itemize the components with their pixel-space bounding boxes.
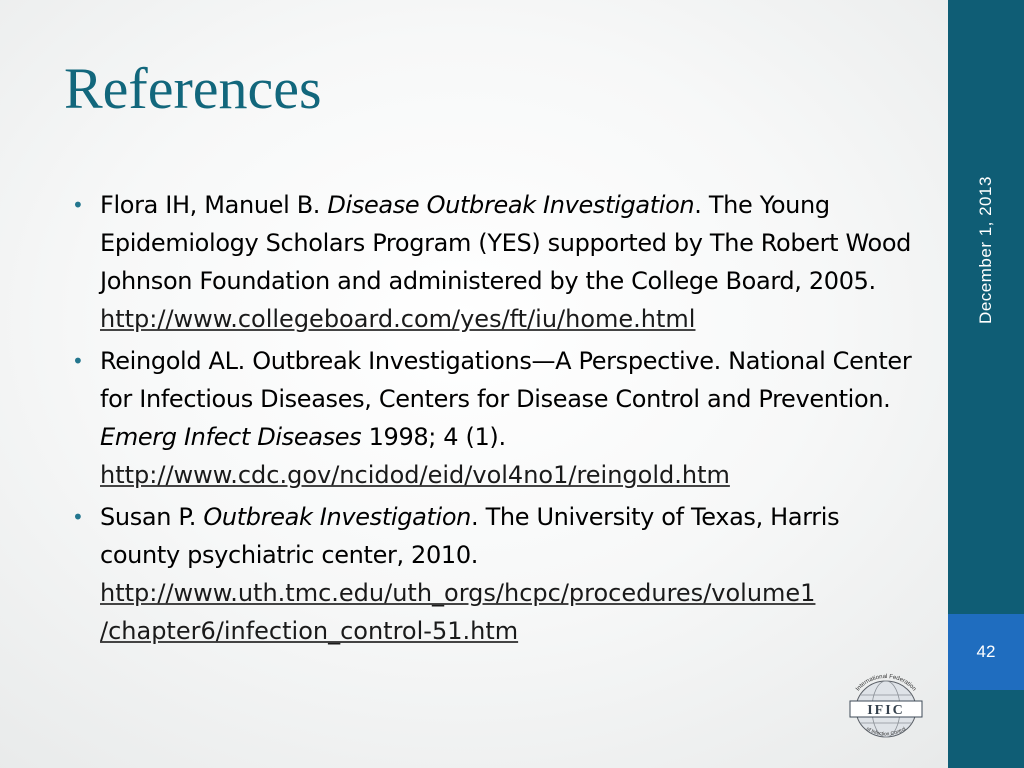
reference-item xyxy=(72,342,912,494)
reference-authors: Flora IH, Manuel B. xyxy=(100,191,328,219)
page-number-box xyxy=(948,614,1024,690)
reference-item xyxy=(72,498,912,650)
bullet-icon: • xyxy=(72,505,84,529)
reference-link-line[interactable]: http://www.uth.tmc.edu/uth_orgs/hcpc/procedures/volume1 xyxy=(100,579,816,607)
reference-details: . The University of Texas, Harris county psychiatric center, 2010. xyxy=(100,503,840,569)
reference-text xyxy=(100,191,911,295)
reference-list xyxy=(72,186,912,654)
reference-text xyxy=(100,503,839,569)
slide-title: References xyxy=(64,56,322,121)
bullet-icon: • xyxy=(72,193,84,217)
logo-text: IFIC xyxy=(867,703,905,718)
reference-details: . The Young Epidemiology Scholars Program (YES) supported by The Robert Wood Johnson Foundation and administered by the College Board, 2005. xyxy=(100,191,912,295)
logo-arc-bottom: of Infection Control xyxy=(864,725,908,738)
reference-link[interactable]: http://www.collegeboard.com/yes/ft/iu/home.html xyxy=(100,305,696,333)
reference-title: Emerg Infect Diseases xyxy=(100,423,362,451)
reference-details: 1998; 4 (1). xyxy=(361,423,506,451)
page-number: 42 xyxy=(976,642,996,661)
ific-logo-icon xyxy=(838,672,934,742)
bullet-icon: • xyxy=(72,349,84,373)
reference-link[interactable]: http://www.cdc.gov/ncidod/eid/vol4no1/reingold.htm xyxy=(100,461,730,489)
reference-title: Outbreak Investigation xyxy=(203,503,472,531)
slide-date: December 1, 2013 xyxy=(976,176,995,324)
reference-item xyxy=(72,186,912,338)
logo-arc-top: International Federation xyxy=(855,673,917,693)
reference-authors: Susan P. xyxy=(100,503,204,531)
reference-link[interactable] xyxy=(100,574,912,650)
reference-text xyxy=(100,347,911,451)
reference-title: Disease Outbreak Investigation xyxy=(327,191,695,219)
reference-authors: Reingold AL. Outbreak Investigations—A Perspective. National Center for Infectious Diseases, Centers for Disease Control and Prevention. xyxy=(100,347,912,413)
reference-link-line[interactable]: /chapter6/infection_control-51.htm xyxy=(100,617,519,645)
